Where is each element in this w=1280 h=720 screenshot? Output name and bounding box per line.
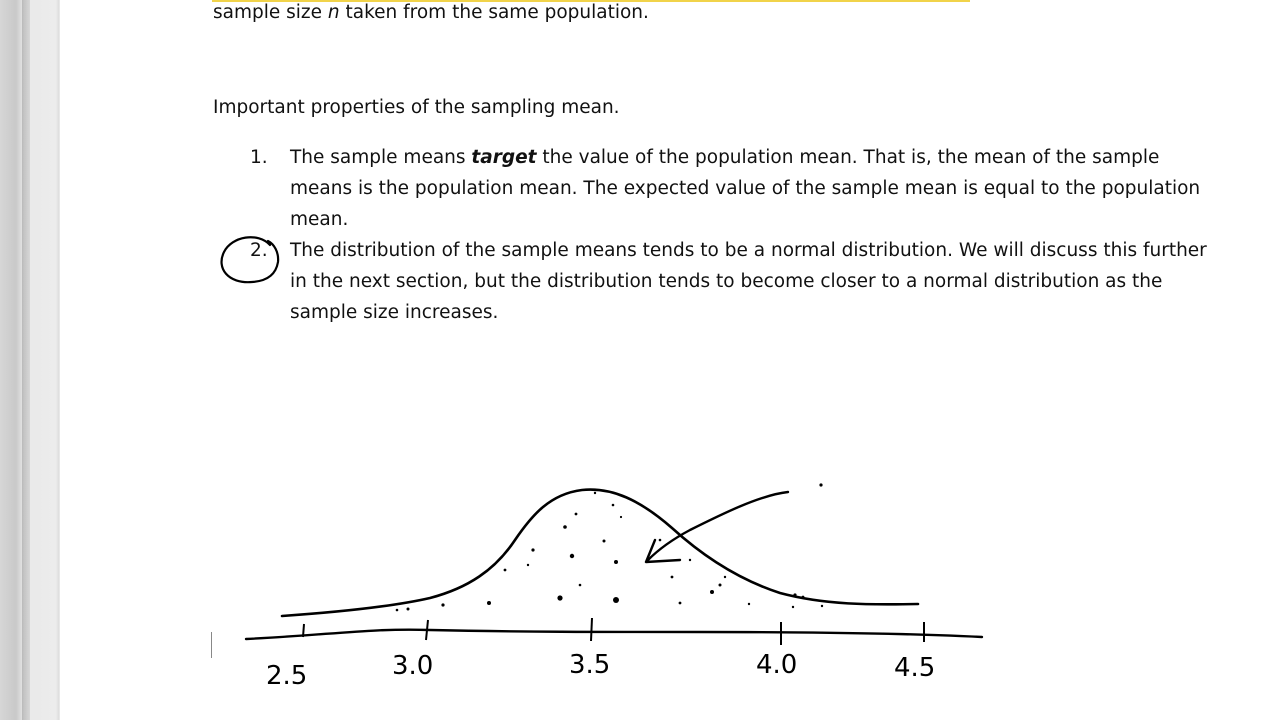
axis-label: 3.5 — [569, 650, 611, 680]
axis-label: 3.0 — [392, 651, 434, 681]
item-text: The distribution of the sample means tends to be a normal distribution. We will discuss this further in the next section, but the distribution tends to become closer to a normal distribution as the sample size increases. — [290, 240, 1207, 323]
item-text-emphasis: target — [471, 147, 537, 168]
axis-tick — [591, 618, 592, 641]
intro-variable-n: n — [327, 2, 340, 23]
sample-means-dots — [396, 492, 824, 612]
normal-curve — [282, 490, 918, 616]
properties-heading: Important properties of the sampling mean. — [213, 97, 620, 118]
intro-text-pre: sample size — [213, 2, 328, 23]
intro-text-post: taken from the same population. — [339, 2, 649, 23]
axis-label: 4.5 — [894, 653, 936, 683]
number-line — [246, 630, 982, 639]
arrow-head — [646, 540, 680, 562]
axis-label: 4.0 — [756, 650, 798, 680]
list-number: 2. — [250, 240, 268, 261]
item-text-post: the value of the population mean. That is, the mean of the sample means is the population mean. The expected value of the sample mean is equal to the population mean. — [290, 147, 1201, 230]
axis-tick — [426, 620, 428, 640]
stray-ink-dot — [819, 483, 822, 486]
item-text-pre: The sample means — [290, 147, 472, 168]
axis-label: 2.5 — [266, 661, 308, 691]
number-circle-annotation — [222, 237, 279, 282]
axis-tick — [303, 624, 304, 637]
list-number: 1. — [250, 147, 268, 168]
